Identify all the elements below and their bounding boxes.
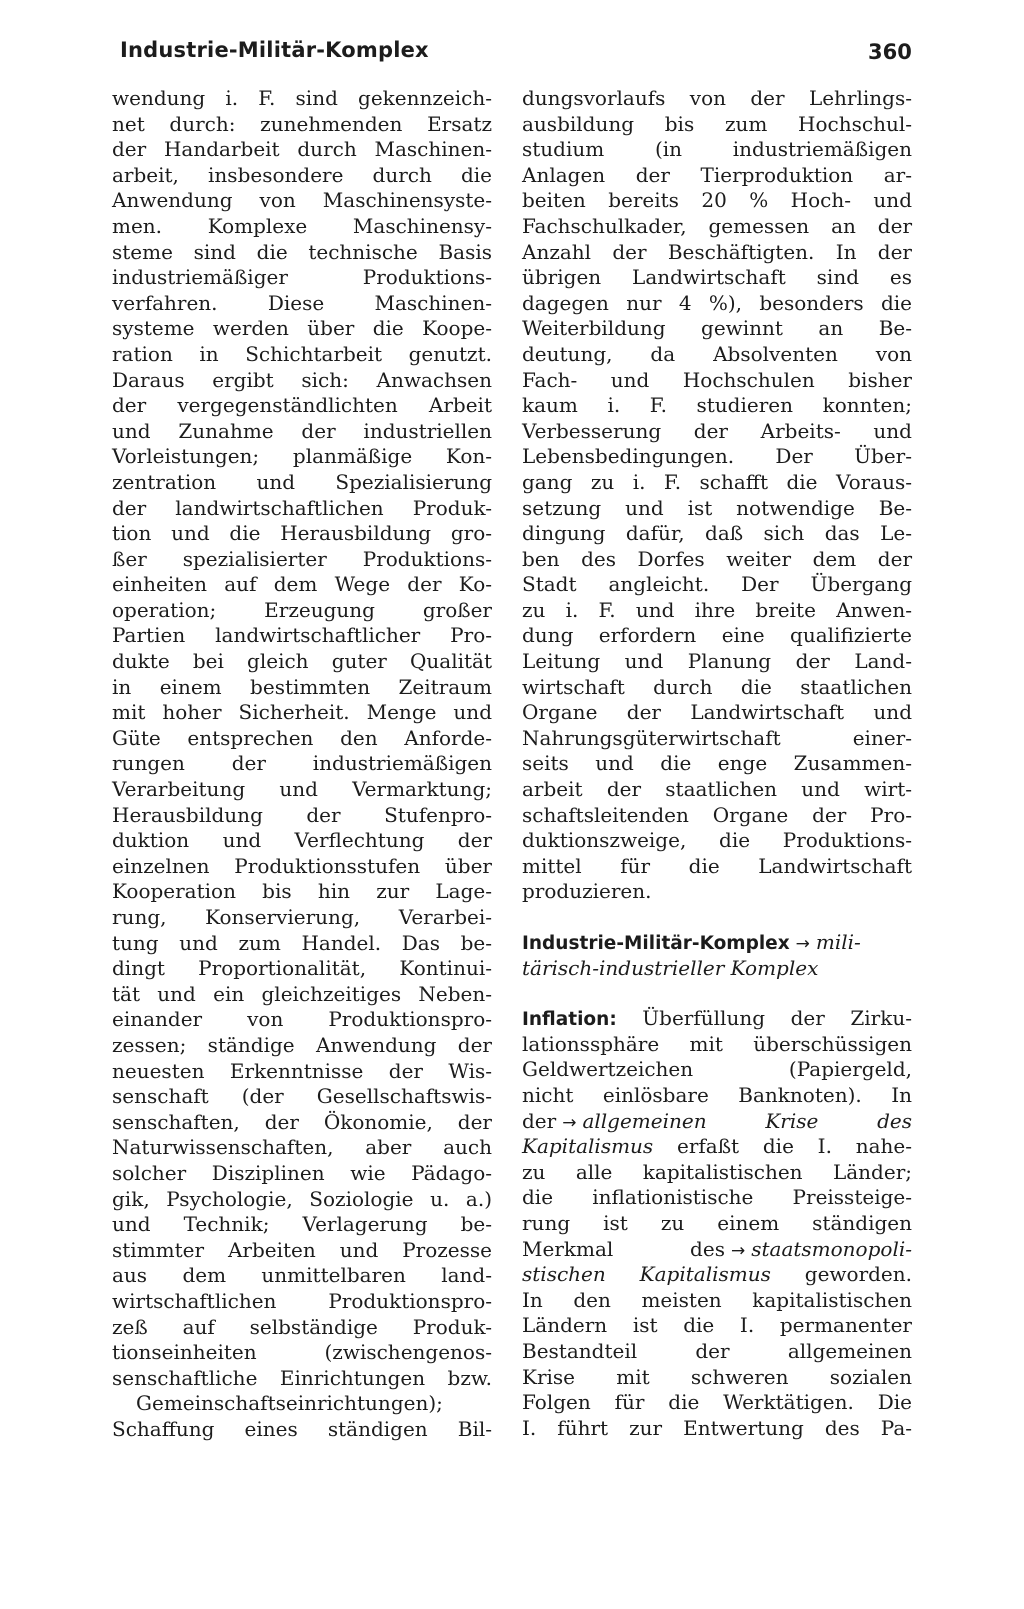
text-line: zu alle kapitalistischen Länder; xyxy=(522,1159,912,1184)
text-line: net durch: zunehmenden Ersatz xyxy=(112,111,492,136)
entry-inflation xyxy=(522,1006,912,1032)
text-line: zeß auf selbständige Produk- xyxy=(112,1314,492,1339)
text-line-with-reference xyxy=(522,1237,912,1263)
text-line: verfahren. Diese Maschinen- xyxy=(112,290,492,315)
entry-gap xyxy=(522,981,912,1006)
text-line: rungen der industriemäßigen xyxy=(112,751,492,776)
text-line: Fach- und Hochschulen bisher xyxy=(522,367,912,392)
text-line: Anwendung von Maschinensyste- xyxy=(112,188,492,213)
text-line: mit hoher Sicherheit. Menge und xyxy=(112,700,492,725)
text-line: studium (in industriemäßigen xyxy=(522,137,912,162)
entry-industrie-militaer-komplex xyxy=(522,930,912,956)
text-line: duktionszweige, die Produktions- xyxy=(522,828,912,853)
text-line: Krise mit schweren sozialen xyxy=(522,1364,912,1389)
text-line: gang zu i. F. schafft die Voraus- xyxy=(522,469,912,494)
text-line: Stadt angleicht. Der Übergang xyxy=(522,572,912,597)
left-column xyxy=(112,86,492,1442)
cross-reference-arrow-icon: → xyxy=(562,1112,577,1133)
text-line: neuesten Erkenntnisse der Wis- xyxy=(112,1058,492,1083)
text-line: senschaften, der Ökonomie, der xyxy=(112,1109,492,1134)
text-line-with-reference xyxy=(522,1262,912,1288)
text-line: In den meisten kapitalistischen xyxy=(522,1287,912,1312)
text-line: seits und die enge Zusammen- xyxy=(522,751,912,776)
text-line: industriemäßiger Produktions- xyxy=(112,265,492,290)
entry-headword: Industrie-Militär-Komplex xyxy=(522,933,790,954)
text-line: übrigen Landwirtschaft sind es xyxy=(522,265,912,290)
text-line: Schaffung eines ständigen Bil- xyxy=(112,1416,492,1441)
text-line: nicht einlösbare Banknoten). In xyxy=(522,1082,912,1107)
text-line: arbeit der staatlichen und wirt- xyxy=(522,777,912,802)
text-line: steme sind die technische Basis xyxy=(112,239,492,264)
text-line: Nahrungsgüterwirtschaft einer- xyxy=(522,725,912,750)
cross-reference-link[interactable]: Kapitalismus xyxy=(522,1134,654,1159)
text-line: Gemeinschaftseinrichtungen); xyxy=(136,1391,443,1416)
right-column xyxy=(522,86,912,1441)
text-line: dungsvorlaufs von der Lehrlings- xyxy=(522,86,912,110)
text-line: kaum i. F. studieren konnten; xyxy=(522,393,912,418)
text-line: tät und ein gleichzeitiges Neben- xyxy=(112,981,492,1006)
text-line: Leitung und Planung der Land- xyxy=(522,649,912,674)
text-line: men. Komplexe Maschinensy- xyxy=(112,213,492,238)
cross-reference-link[interactable]: mili- xyxy=(815,930,861,954)
text-line: Weiterbildung gewinnt an Be- xyxy=(522,316,912,341)
text-line: Anlagen der Tierproduktion ar- xyxy=(522,162,912,187)
text-line: schaftsleitenden Organe der Pro- xyxy=(522,802,912,827)
text-line: lationssphäre mit überschüssigen xyxy=(522,1031,912,1056)
text-line: Herausbildung der Stufenpro- xyxy=(112,802,492,827)
text-line: dagegen nur 4 %), besonders die xyxy=(522,290,912,315)
text-line: und Technik; Verlagerung be- xyxy=(112,1212,492,1237)
text-line: zentration und Spezialisierung xyxy=(112,469,492,494)
text-line: duktion und Verflechtung der xyxy=(112,828,492,853)
text-line: Partien landwirtschaftlicher Pro- xyxy=(112,623,492,648)
entry-headword: Inflation: xyxy=(522,1009,617,1031)
text-line: und Zunahme der industriellen xyxy=(112,418,492,443)
text-line: in einem bestimmten Zeitraum xyxy=(112,674,492,699)
text-fragment: der xyxy=(522,1108,557,1133)
cross-reference-link[interactable]: staatsmonopoli- xyxy=(751,1236,912,1261)
cross-reference-link[interactable]: tärisch-industrieller Komplex xyxy=(522,955,819,980)
text-line: Organe der Landwirtschaft und xyxy=(522,700,912,725)
text-fragment: geworden. xyxy=(770,1262,912,1287)
text-line: deutung, da Absolventen von xyxy=(522,341,912,366)
text-line: Anzahl der Beschäftigten. In der xyxy=(522,239,912,264)
text-line: setzung und ist notwendige Be- xyxy=(522,495,912,520)
text-line: senschaft (der Gesellschaftswis- xyxy=(112,1084,492,1109)
text-line: wendung i. F. sind gekennzeich- xyxy=(112,86,492,110)
text-line: dingung dafür, daß sich das Le- xyxy=(522,521,912,546)
text-line: mittel für die Landwirtschaft xyxy=(522,853,912,878)
text-line: gik, Psychologie, Soziologie u. a.) xyxy=(112,1186,492,1211)
text-line: I. führt zur Entwertung des Pa- xyxy=(522,1415,912,1440)
text-line: ben des Dorfes weiter dem der xyxy=(522,546,912,571)
text-line: der landwirtschaftlichen Produk- xyxy=(112,495,492,520)
text-line: dingt Proportionalität, Kontinui- xyxy=(112,956,492,981)
text-line: systeme werden über die Koope- xyxy=(112,316,492,341)
text-line: Daraus ergibt sich: Anwachsen xyxy=(112,367,492,392)
cross-reference-link[interactable]: stischen Kapitalismus xyxy=(522,1262,771,1287)
text-line: der Handarbeit durch Maschinen- xyxy=(112,137,492,162)
text-line: produzieren. xyxy=(522,879,652,904)
text-fragment: Merkmal des xyxy=(522,1236,725,1261)
text-line: wirtschaft durch die staatlichen xyxy=(522,674,912,699)
text-line: rung, Konservierung, Verarbei- xyxy=(112,905,492,929)
text-line: Naturwissenschaften, aber auch xyxy=(112,1135,492,1160)
page-number: 360 xyxy=(868,40,912,64)
text-line: Lebensbedingungen. Der Über- xyxy=(522,444,912,469)
text-line: dung erfordern eine qualifizierte xyxy=(522,623,912,648)
text-line: tion und die Herausbildung gro- xyxy=(112,521,492,546)
text-line: Verbesserung der Arbeits- und xyxy=(522,418,912,443)
text-line: dukte bei gleich guter Qualität xyxy=(112,649,492,674)
text-line: Bestandteil der allgemeinen xyxy=(522,1338,912,1363)
cross-reference-arrow-icon: → xyxy=(795,934,810,954)
text-line: einheiten auf dem Wege der Ko- xyxy=(112,572,492,597)
text-line: Güte entsprechen den Anforde- xyxy=(112,725,492,750)
text-line: tionseinheiten (zwischengenos- xyxy=(112,1340,492,1365)
text-fragment: Überfüllung der Zirku- xyxy=(616,1006,912,1031)
cross-reference-arrow-icon: → xyxy=(730,1240,746,1261)
text-line: Verarbeitung und Vermarktung; xyxy=(112,777,492,802)
text-fragment: erfaßt die I. nahe- xyxy=(653,1134,912,1159)
text-line: solcher Disziplinen wie Pädago- xyxy=(112,1160,492,1185)
text-line: senschaftliche Einrichtungen bzw. xyxy=(112,1365,492,1390)
text-line-with-reference xyxy=(522,1134,912,1160)
text-line: wirtschaftlichen Produktionspro- xyxy=(112,1288,492,1313)
running-head: Industrie-Militär-Komplex xyxy=(120,38,429,62)
text-line: beiten bereits 20 % Hoch- und xyxy=(522,188,912,213)
text-line: einzelnen Produktionsstufen über xyxy=(112,853,492,878)
text-line: der vergegenständlichten Arbeit xyxy=(112,393,492,418)
text-line: ßer spezialisierter Produktions- xyxy=(112,546,492,571)
text-line: zu i. F. und ihre breite Anwen- xyxy=(522,597,912,622)
text-line: stimmter Arbeiten und Prozesse xyxy=(112,1237,492,1262)
cross-reference-link[interactable]: allgemeinen Krise des xyxy=(582,1108,912,1133)
text-line: Geldwertzeichen (Papiergeld, xyxy=(522,1057,912,1082)
entry-gap xyxy=(522,905,912,930)
text-line: ausbildung bis zum Hochschul- xyxy=(522,111,912,136)
text-line: tung und zum Handel. Das be- xyxy=(112,930,492,955)
text-line: aus dem unmittelbaren land- xyxy=(112,1263,492,1288)
text-line: einander von Produktionspro- xyxy=(112,1007,492,1032)
text-line: operation; Erzeugung großer xyxy=(112,597,492,622)
text-line: rung ist zu einem ständigen xyxy=(522,1210,912,1235)
text-line: arbeit, insbesondere durch die xyxy=(112,162,492,187)
text-line: Fachschulkader, gemessen an der xyxy=(522,213,912,238)
text-line: die inflationistische Preissteige- xyxy=(522,1185,912,1210)
text-line: Vorleistungen; planmäßige Kon- xyxy=(112,444,492,469)
text-line-with-reference xyxy=(522,1109,912,1135)
text-line: zessen; ständige Anwendung der xyxy=(112,1032,492,1057)
text-line: ration in Schichtarbeit genutzt. xyxy=(112,341,492,366)
text-line: Kooperation bis hin zur Lage- xyxy=(112,879,492,904)
entry-imk-line-2 xyxy=(522,956,912,982)
text-line: Folgen für die Werktätigen. Die xyxy=(522,1390,912,1415)
text-line: Ländern ist die I. permanenter xyxy=(522,1313,912,1338)
